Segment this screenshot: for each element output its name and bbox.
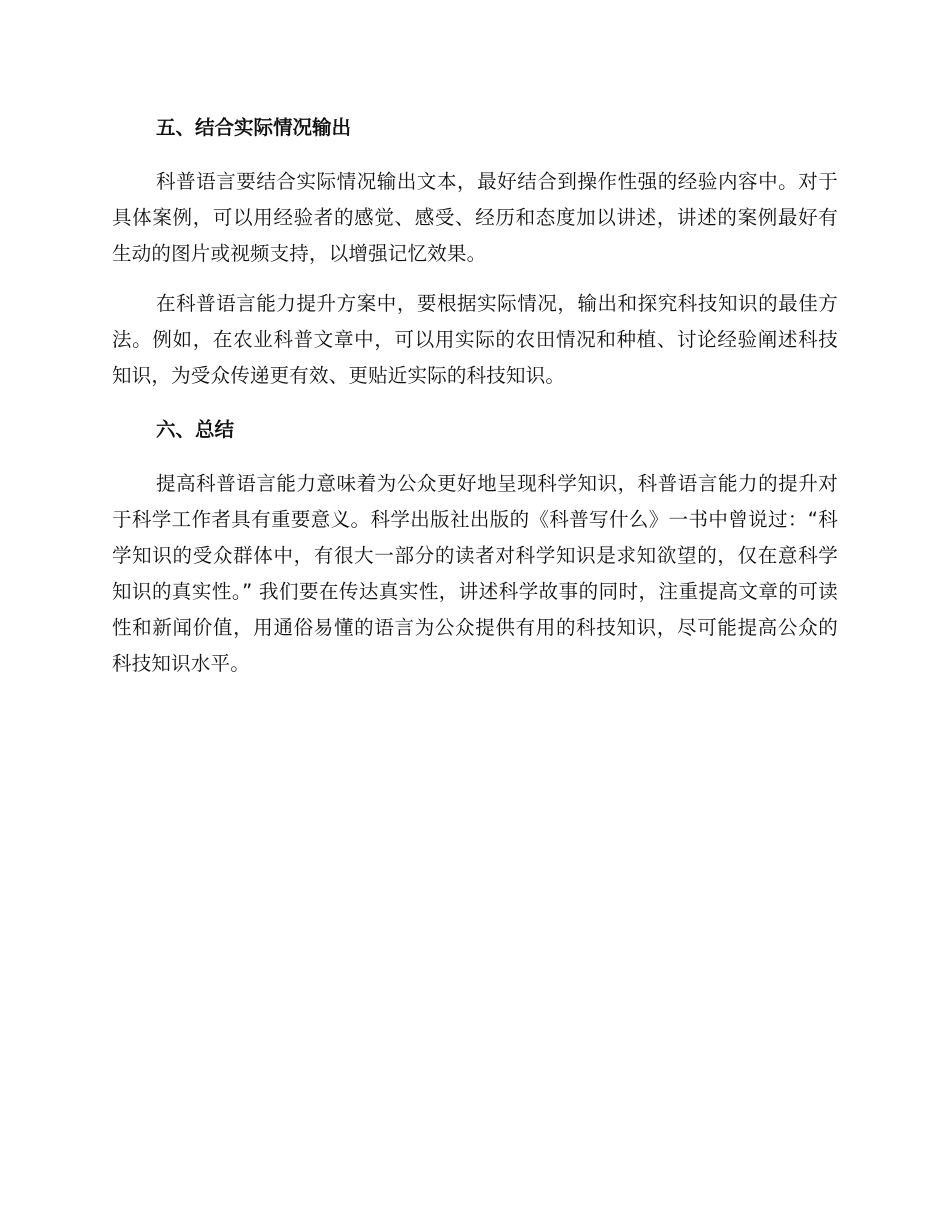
section-summary [112, 414, 838, 682]
paragraph: 科普语言要结合实际情况输出文本，最好结合到操作性强的经验内容中。对于具体案例，可以用经验者的感觉、感受、经历和态度加以讲述，讲述的案例最好有生动的图片或视频支持，以增强记忆效果。 [112, 170, 838, 265]
section-heading: 五、结合实际情况输出 [156, 116, 352, 139]
paragraph: 提高科普语言能力意味着为公众更好地呈现科学知识，科普语言能力的提升对于科学工作者具有重要意义。科学出版社出版的《科普写什么》一书中曾说过：“科学知识的受众群体中，有很大一部分的读者对科学知识是求知欲望的，仅在意科学知识的真实性。” 我们要在传达真实性，讲述科学故事的同时，注重提高文章的可读性和新闻价值，用通俗易懂的语言为公众提供有用的科技知识，尽可能提高公众的科技知识水平。 [112, 472, 838, 675]
paragraph: 在科普语言能力提升方案中，要根据实际情况，输出和探究科技知识的最佳方法。例如，在农业科普文章中，可以用实际的农田情况和种植、讨论经验阐述科技知识，为受众传递更有效、更贴近实际的科技知识。 [112, 292, 838, 387]
section-heading: 六、总结 [156, 418, 235, 441]
section-practical-output [112, 112, 838, 394]
